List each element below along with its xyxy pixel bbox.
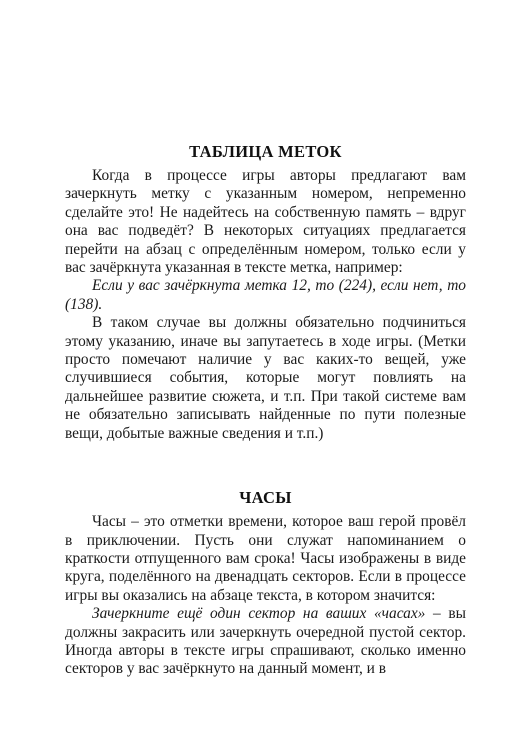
clock-instruction-rest: – вы должны закрасить или зачеркнуть очередной пустой сектор. Иногда авторы в тексте игры спрашивают, сколько именно секторов у вас зачёркнуто на данный момент, и в	[65, 605, 467, 678]
paragraph-marks-example: Если у вас зачёркнута метка 12, то (224), если нет, то (138).	[65, 277, 466, 313]
section-spacer	[65, 443, 466, 489]
paragraph-marks-explanation: В таком случае вы должны обязательно подчиниться этому указанию, иначе вы запутаетесь в ходе игры. (Метки просто помечают наличие у вас каких-то вещей, уже случившиеся события, которые могут повлиять на дальнейшее развитие сюжета, и т.п. При такой системе вам не обязательно записывать найденные по пути полезные вещи, добытые важные сведения и т.п.)	[65, 314, 466, 442]
paragraph-marks-intro: Когда в процессе игры авторы предлагают вам зачеркнуть метку с указанным номером, непременно сделайте это! Не надейтесь на собственную память – вдруг она вас подведёт? В некоторых ситуациях предлагается перейти на абзац с определённым номером, только если у вас зачёркнута указанная в тексте метка, например:	[65, 167, 466, 277]
section-title-marks: ТАБЛИЦА МЕТОК	[189, 142, 342, 161]
paragraph-clock-intro: Часы – это отметки времени, которое ваш герой провёл в приключении. Пусть они служат напоминанием о краткости отпущенного вам срока! Часы изображены в виде круга, поделённого на двенадцать секторов. Если в процессе игры вы оказались на абзаце текста, в котором значится:	[65, 513, 466, 604]
clock-instruction-italic: Зачеркните ещё один сектор на ваших «часах»	[92, 605, 426, 623]
section-title-clock: ЧАСЫ	[239, 488, 292, 508]
page-content	[65, 143, 466, 679]
paragraph-clock-instruction	[65, 605, 466, 679]
